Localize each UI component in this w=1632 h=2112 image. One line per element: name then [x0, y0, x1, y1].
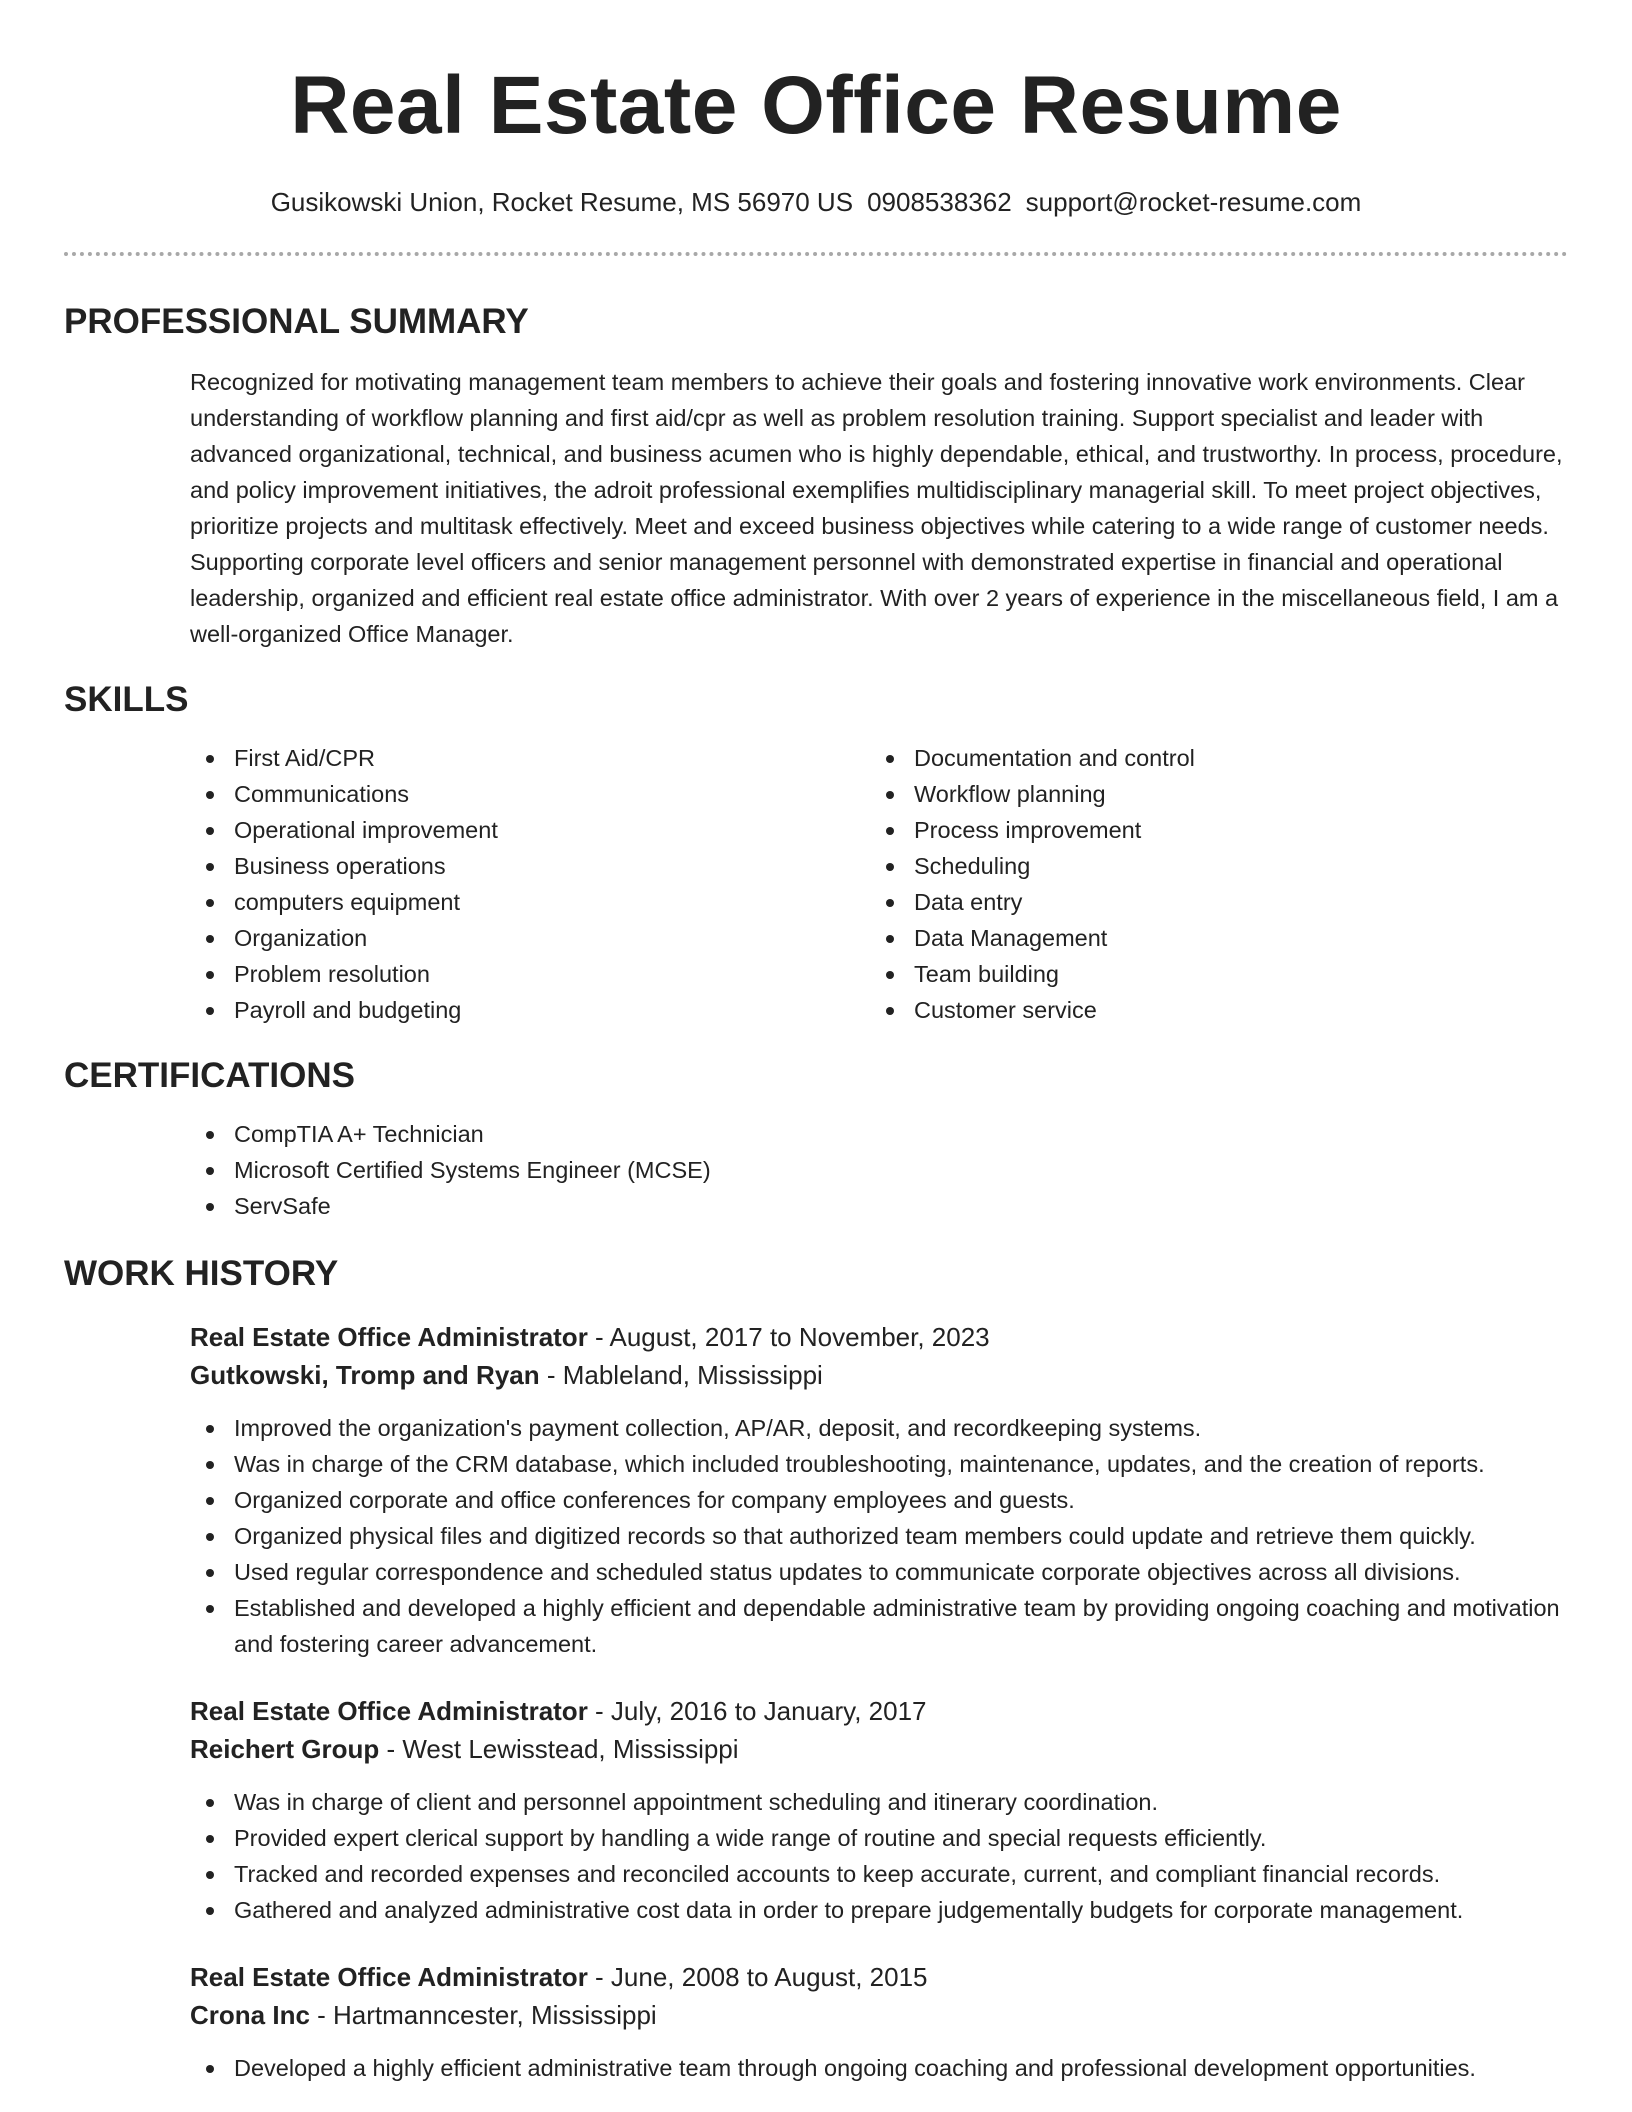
header-divider	[64, 252, 1568, 256]
skill-item: Workflow planning	[870, 776, 1550, 812]
skill-item: Documentation and control	[870, 740, 1550, 776]
job-bullet: Was in charge of client and personnel appointment scheduling and itinerary coordination.	[190, 1784, 1568, 1820]
skills-column-left	[190, 740, 870, 1028]
job-company-line	[190, 1730, 1568, 1768]
job-bullet: Established and developed a highly efficient and dependable administrative team by providing ongoing coaching and motivation and fostering career advancement.	[190, 1590, 1568, 1662]
certification-item: ServSafe	[190, 1188, 1568, 1224]
job-company: Crona Inc	[190, 2000, 310, 2030]
certifications-list	[190, 1116, 1568, 1224]
job-title-line	[190, 1958, 1568, 1996]
job-bullet: Organized physical files and digitized records so that authorized team members could update and retrieve them quickly.	[190, 1518, 1568, 1554]
job-bullet: Developed a highly efficient administrative team through ongoing coaching and professional development opportunities.	[190, 2050, 1568, 2086]
job-company-line	[190, 1996, 1568, 2034]
job-bullet: Was in charge of the CRM database, which included troubleshooting, maintenance, updates, and the creation of reports.	[190, 1446, 1568, 1482]
job-bullet: Improved the organization's payment collection, AP/AR, deposit, and recordkeeping systems.	[190, 1410, 1568, 1446]
job-role: Real Estate Office Administrator	[190, 1696, 588, 1726]
skill-item: Data Management	[870, 920, 1550, 956]
contact-line	[0, 184, 1632, 220]
job-dates: - August, 2017 to November, 2023	[587, 1322, 990, 1352]
skill-item: Business operations	[190, 848, 870, 884]
job-role: Real Estate Office Administrator	[190, 1962, 588, 1992]
job-entry	[190, 1692, 1568, 1928]
skill-item: Team building	[870, 956, 1550, 992]
job-location: - Mableland, Mississippi	[539, 1360, 823, 1390]
skill-item: Operational improvement	[190, 812, 870, 848]
job-bullet: Organized corporate and office conferences for company employees and guests.	[190, 1482, 1568, 1518]
resume-title: Real Estate Office Resume	[290, 60, 1342, 151]
job-title-line	[190, 1692, 1568, 1730]
work-history-heading: WORK HISTORY	[64, 1254, 339, 1293]
job-bullets	[190, 2050, 1568, 2086]
skill-item: First Aid/CPR	[190, 740, 870, 776]
contact-email: support@rocket-resume.com	[1025, 187, 1362, 217]
certification-item: Microsoft Certified Systems Engineer (MCSE)	[190, 1152, 1568, 1188]
job-bullet: Tracked and recorded expenses and reconciled accounts to keep accurate, current, and compliant financial records.	[190, 1856, 1568, 1892]
job-dates: - June, 2008 to August, 2015	[587, 1962, 928, 1992]
skill-item: Customer service	[870, 992, 1550, 1028]
skills-heading: SKILLS	[64, 680, 189, 719]
job-role: Real Estate Office Administrator	[190, 1322, 588, 1352]
skills-column-right	[870, 740, 1550, 1028]
skill-item: Problem resolution	[190, 956, 870, 992]
job-company: Reichert Group	[190, 1734, 380, 1764]
skill-item: Communications	[190, 776, 870, 812]
skill-item: Scheduling	[870, 848, 1550, 884]
job-title-line	[190, 1318, 1568, 1356]
job-location: - West Lewisstead, Mississippi	[379, 1734, 739, 1764]
contact-address: Gusikowski Union, Rocket Resume, MS 56970 US	[270, 187, 854, 217]
skill-item: Organization	[190, 920, 870, 956]
skill-item: Payroll and budgeting	[190, 992, 870, 1028]
certifications-heading: CERTIFICATIONS	[64, 1056, 356, 1095]
job-entry	[190, 1958, 1568, 2086]
certification-item: CompTIA A+ Technician	[190, 1116, 1568, 1152]
job-bullet: Gathered and analyzed administrative cost data in order to prepare judgementally budgets for corporate management.	[190, 1892, 1568, 1928]
skill-item: computers equipment	[190, 884, 870, 920]
job-location: - Hartmanncester, Mississippi	[309, 2000, 657, 2030]
job-bullets	[190, 1410, 1568, 1662]
job-company: Gutkowski, Tromp and Ryan	[190, 1360, 540, 1390]
job-bullet: Used regular correspondence and scheduled status updates to communicate corporate objectives across all divisions.	[190, 1554, 1568, 1590]
job-entry	[190, 1318, 1568, 1662]
job-bullets	[190, 1784, 1568, 1928]
summary-text: Recognized for motivating management team members to achieve their goals and fostering innovative work environments. Clear understanding of workflow planning and first aid/cpr as well as problem resolution training. Support specialist and leader with advanced organizational, technical, and business acumen who is highly dependable, ethical, and trustworthy. In process, procedure, and policy improvement initiatives, the adroit professional exemplifies multidisciplinary managerial skill. To meet project objectives, prioritize projects and multitask effectively. Meet and exceed business objectives while catering to a wide range of customer needs. Supporting corporate level officers and senior management personnel with demonstrated expertise in financial and operational leadership, organized and efficient real estate office administrator. With over 2 years of experience in the miscellaneous field, I am a well-organized Office Manager.	[190, 369, 1563, 647]
job-bullet: Provided expert clerical support by handling a wide range of routine and special requests efficiently.	[190, 1820, 1568, 1856]
job-dates: - July, 2016 to January, 2017	[587, 1696, 927, 1726]
summary-heading: PROFESSIONAL SUMMARY	[64, 302, 529, 341]
skills-list	[190, 740, 1568, 1028]
job-company-line	[190, 1356, 1568, 1394]
skill-item: Data entry	[870, 884, 1550, 920]
contact-phone: 0908538362	[867, 187, 1012, 217]
skill-item: Process improvement	[870, 812, 1550, 848]
